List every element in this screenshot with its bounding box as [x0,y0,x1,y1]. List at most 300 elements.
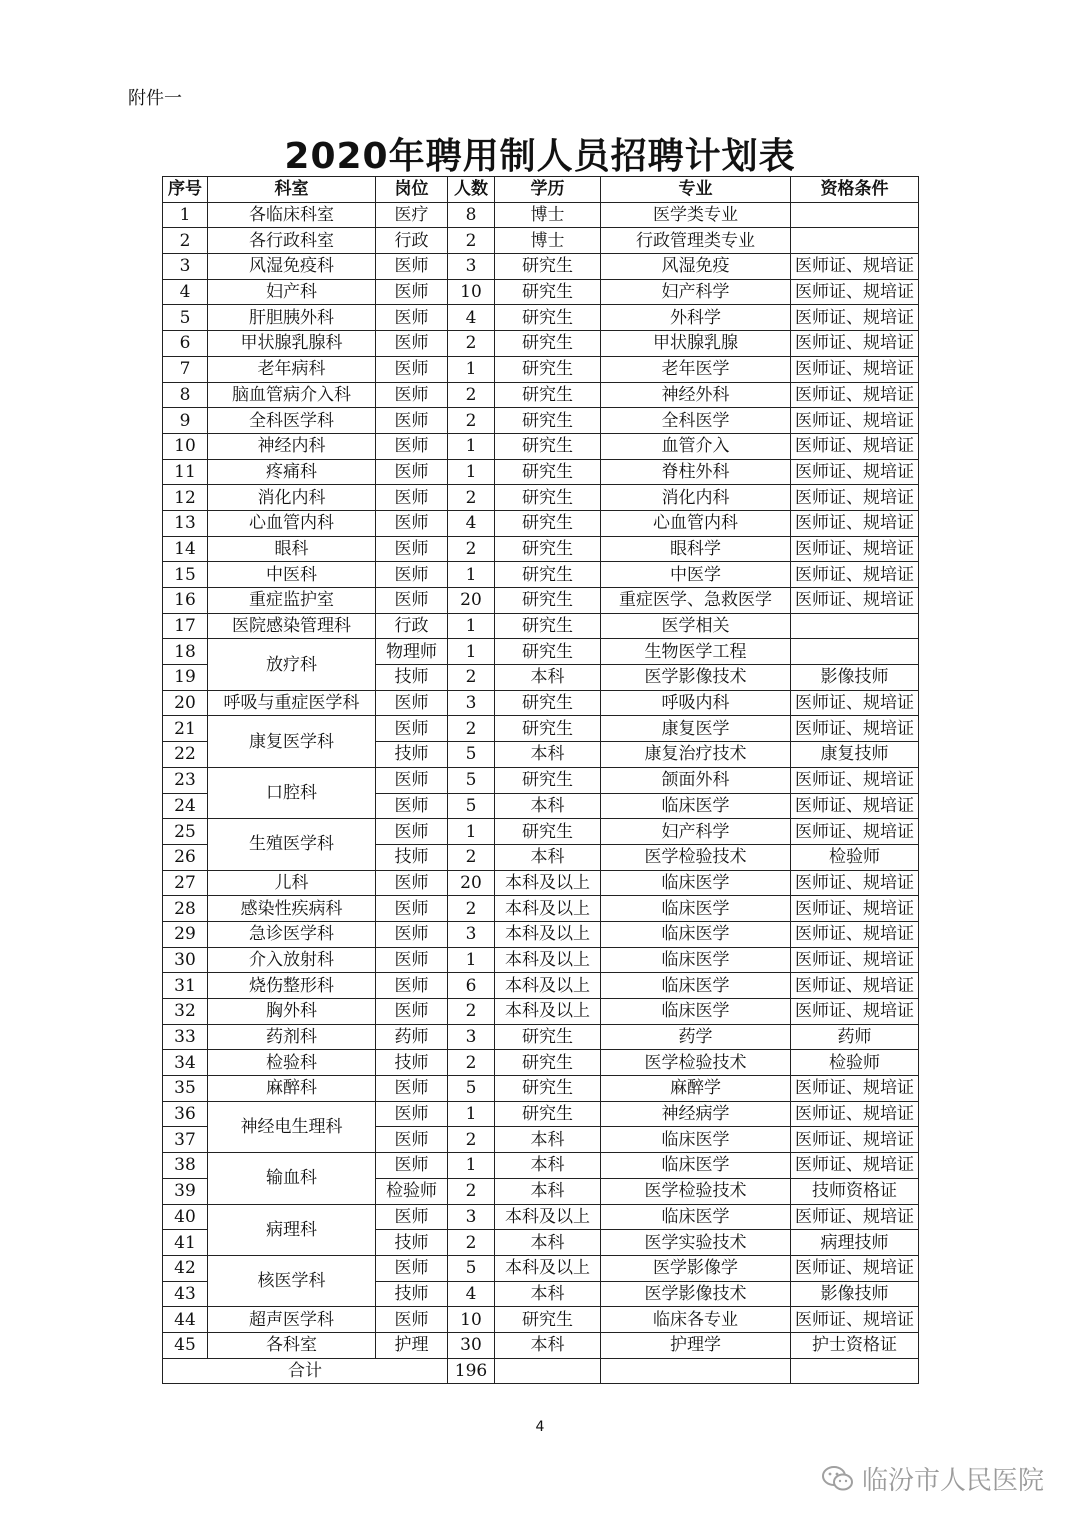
cell-qualification: 医师证、规培证 [791,1307,919,1333]
cell-index: 9 [163,408,208,434]
cell-qualification: 医师证、规培证 [791,1076,919,1102]
table-row [163,921,919,947]
col-header-qualification: 资格条件 [791,177,919,203]
cell-education: 本科及以上 [495,947,601,973]
cell-education: 博士 [495,202,601,228]
cell-position: 技师 [376,1230,448,1256]
cell-index: 15 [163,562,208,588]
cell-index: 3 [163,254,208,280]
cell-position: 医师 [376,459,448,485]
cell-qualification: 医师证、规培证 [791,459,919,485]
cell-count: 20 [448,588,495,614]
col-header-department: 科室 [208,177,376,203]
cell-major: 临床医学 [601,999,791,1025]
cell-major: 临床医学 [601,1127,791,1153]
cell-position: 医师 [376,1153,448,1179]
cell-department: 脑血管病介入科 [208,382,376,408]
cell-major: 老年医学 [601,356,791,382]
cell-position: 医师 [376,1101,448,1127]
cell-qualification: 医师证、规培证 [791,433,919,459]
cell-count: 2 [448,536,495,562]
cell-index: 33 [163,1024,208,1050]
cell-position: 医师 [376,588,448,614]
cell-position: 医师 [376,485,448,511]
table-row [163,433,919,459]
cell-index: 14 [163,536,208,562]
cell-count: 3 [448,921,495,947]
cell-education: 研究生 [495,408,601,434]
recruitment-plan-table [162,176,919,1384]
table-row [163,279,919,305]
table-total-row [163,1358,919,1384]
cell-position: 医师 [376,767,448,793]
cell-position: 医师 [376,690,448,716]
cell-education: 本科 [495,742,601,768]
cell-count: 2 [448,1127,495,1153]
cell-education: 本科及以上 [495,921,601,947]
cell-qualification: 康复技师 [791,742,919,768]
cell-index: 13 [163,510,208,536]
cell-education: 研究生 [495,1024,601,1050]
cell-count: 3 [448,690,495,716]
cell-qualification: 护士资格证 [791,1332,919,1358]
cell-department: 医院感染管理科 [208,613,376,639]
table-row [163,1332,919,1358]
table-row [163,408,919,434]
cell-major: 行政管理类专业 [601,228,791,254]
table-row [163,331,919,357]
cell-index: 17 [163,613,208,639]
cell-major: 麻醉学 [601,1076,791,1102]
cell-major: 临床医学 [601,973,791,999]
cell-qualification: 医师证、规培证 [791,896,919,922]
attachment-label: 附件一 [128,88,182,109]
cell-department: 各临床科室 [208,202,376,228]
cell-qualification: 医师证、规培证 [791,382,919,408]
cell-index: 8 [163,382,208,408]
cell-position: 医师 [376,510,448,536]
col-header-position: 岗位 [376,177,448,203]
cell-count: 10 [448,1307,495,1333]
cell-department: 感染性疾病科 [208,896,376,922]
cell-education: 本科 [495,1230,601,1256]
cell-major: 临床医学 [601,896,791,922]
col-header-education: 学历 [495,177,601,203]
cell-index: 30 [163,947,208,973]
cell-position: 医师 [376,1127,448,1153]
cell-qualification: 医师证、规培证 [791,536,919,562]
table-row [163,254,919,280]
cell-qualification: 医师证、规培证 [791,588,919,614]
cell-department: 超声医学科 [208,1307,376,1333]
cell-major: 甲状腺乳腺 [601,331,791,357]
cell-qualification: 医师证、规培证 [791,279,919,305]
cell-major: 生物医学工程 [601,639,791,665]
cell-department: 消化内科 [208,485,376,511]
table-row [163,356,919,382]
cell-index: 21 [163,716,208,742]
cell-major: 医学影像技术 [601,1281,791,1307]
cell-department: 口腔科 [208,767,376,818]
total-empty [495,1358,601,1384]
cell-count: 2 [448,844,495,870]
cell-major: 医学相关 [601,613,791,639]
cell-position: 检验师 [376,1178,448,1204]
cell-position: 医师 [376,1204,448,1230]
cell-education: 本科及以上 [495,1204,601,1230]
cell-index: 23 [163,767,208,793]
cell-index: 35 [163,1076,208,1102]
cell-count: 8 [448,202,495,228]
cell-position: 医师 [376,870,448,896]
table-row [163,1204,919,1230]
cell-count: 1 [448,613,495,639]
cell-education: 研究生 [495,510,601,536]
cell-count: 1 [448,1101,495,1127]
cell-department: 风湿免疫科 [208,254,376,280]
cell-position: 物理师 [376,639,448,665]
table-row [163,1101,919,1127]
cell-qualification: 医师证、规培证 [791,870,919,896]
cell-qualification: 病理技师 [791,1230,919,1256]
total-count: 196 [448,1358,495,1384]
cell-position: 行政 [376,613,448,639]
cell-count: 2 [448,1230,495,1256]
cell-education: 本科及以上 [495,999,601,1025]
cell-department: 生殖医学科 [208,819,376,870]
cell-department: 输血科 [208,1153,376,1204]
table-body [163,202,919,1384]
cell-index: 6 [163,331,208,357]
cell-index: 1 [163,202,208,228]
cell-education: 研究生 [495,639,601,665]
cell-education: 研究生 [495,1050,601,1076]
cell-qualification: 医师证、规培证 [791,1204,919,1230]
col-header-count: 人数 [448,177,495,203]
cell-department: 全科医学科 [208,408,376,434]
cell-major: 护理学 [601,1332,791,1358]
cell-position: 技师 [376,665,448,691]
table-row [163,510,919,536]
cell-qualification: 医师证、规培证 [791,254,919,280]
table-row [163,562,919,588]
cell-education: 研究生 [495,1307,601,1333]
cell-position: 医师 [376,947,448,973]
cell-qualification: 医师证、规培证 [791,331,919,357]
page-number: 4 [535,1419,545,1435]
table-row [163,767,919,793]
cell-education: 研究生 [495,331,601,357]
cell-education: 研究生 [495,279,601,305]
cell-education: 研究生 [495,254,601,280]
cell-position: 医师 [376,408,448,434]
cell-education: 研究生 [495,356,601,382]
cell-department: 放疗科 [208,639,376,690]
cell-position: 医师 [376,793,448,819]
cell-major: 医学检验技术 [601,1050,791,1076]
cell-department: 各行政科室 [208,228,376,254]
cell-major: 药学 [601,1024,791,1050]
table-row [163,588,919,614]
cell-count: 2 [448,1050,495,1076]
cell-position: 医师 [376,382,448,408]
table-row [163,819,919,845]
cell-index: 4 [163,279,208,305]
cell-major: 外科学 [601,305,791,331]
cell-education: 研究生 [495,588,601,614]
cell-education: 本科及以上 [495,973,601,999]
cell-index: 43 [163,1281,208,1307]
cell-qualification: 医师证、规培证 [791,767,919,793]
table-row [163,305,919,331]
cell-qualification: 医师证、规培证 [791,716,919,742]
table-row [163,228,919,254]
cell-qualification: 医师证、规培证 [791,1101,919,1127]
cell-position: 药师 [376,1024,448,1050]
cell-count: 1 [448,1153,495,1179]
cell-index: 2 [163,228,208,254]
cell-position: 医师 [376,921,448,947]
cell-index: 41 [163,1230,208,1256]
cell-position: 医师 [376,331,448,357]
cell-major: 医学影像技术 [601,665,791,691]
cell-index: 5 [163,305,208,331]
cell-education: 研究生 [495,485,601,511]
table-row [163,1307,919,1333]
cell-department: 检验科 [208,1050,376,1076]
cell-department: 核医学科 [208,1255,376,1306]
cell-qualification: 医师证、规培证 [791,1153,919,1179]
cell-index: 12 [163,485,208,511]
cell-position: 医师 [376,536,448,562]
cell-major: 眼科学 [601,536,791,562]
cell-education: 本科 [495,793,601,819]
cell-major: 妇产科学 [601,819,791,845]
cell-position: 医师 [376,1255,448,1281]
cell-major: 医学检验技术 [601,1178,791,1204]
table-row [163,716,919,742]
cell-major: 康复医学 [601,716,791,742]
cell-major: 临床医学 [601,1204,791,1230]
cell-position: 医师 [376,973,448,999]
cell-qualification: 医师证、规培证 [791,356,919,382]
table-row [163,896,919,922]
cell-department: 儿科 [208,870,376,896]
cell-count: 6 [448,973,495,999]
table-row [163,382,919,408]
cell-education: 本科及以上 [495,1255,601,1281]
watermark-text: 临汾市人民医院 [861,1466,1044,1496]
cell-qualification: 医师证、规培证 [791,947,919,973]
cell-position: 医师 [376,279,448,305]
cell-department: 康复医学科 [208,716,376,767]
cell-index: 10 [163,433,208,459]
cell-qualification: 药师 [791,1024,919,1050]
cell-major: 医学检验技术 [601,844,791,870]
cell-count: 5 [448,742,495,768]
cell-education: 研究生 [495,1076,601,1102]
cell-department: 重症监护室 [208,588,376,614]
cell-qualification: 检验师 [791,844,919,870]
cell-major: 中医学 [601,562,791,588]
cell-position: 医师 [376,305,448,331]
cell-education: 本科 [495,1178,601,1204]
cell-index: 38 [163,1153,208,1179]
table-row [163,1153,919,1179]
cell-index: 31 [163,973,208,999]
cell-index: 25 [163,819,208,845]
cell-education: 研究生 [495,433,601,459]
cell-department: 中医科 [208,562,376,588]
cell-index: 27 [163,870,208,896]
cell-qualification: 技师资格证 [791,1178,919,1204]
cell-count: 3 [448,1024,495,1050]
cell-index: 39 [163,1178,208,1204]
table-row [163,1024,919,1050]
cell-position: 医师 [376,254,448,280]
cell-count: 5 [448,1076,495,1102]
cell-count: 2 [448,896,495,922]
cell-count: 1 [448,947,495,973]
table-row [163,613,919,639]
table-row [163,1076,919,1102]
cell-department: 心血管内科 [208,510,376,536]
col-header-major: 专业 [601,177,791,203]
table-row [163,1050,919,1076]
total-empty [601,1358,791,1384]
cell-education: 研究生 [495,382,601,408]
total-empty [791,1358,919,1384]
cell-count: 4 [448,510,495,536]
cell-department: 急诊医学科 [208,921,376,947]
cell-major: 血管介入 [601,433,791,459]
total-label: 合计 [163,1358,448,1384]
cell-count: 4 [448,1281,495,1307]
cell-department: 胸外科 [208,999,376,1025]
cell-qualification: 医师证、规培证 [791,973,919,999]
cell-education: 本科及以上 [495,870,601,896]
cell-department: 药剂科 [208,1024,376,1050]
cell-major: 消化内科 [601,485,791,511]
cell-major: 神经病学 [601,1101,791,1127]
wechat-icon [822,1465,854,1493]
cell-education: 本科 [495,1332,601,1358]
cell-index: 26 [163,844,208,870]
cell-index: 11 [163,459,208,485]
cell-education: 研究生 [495,613,601,639]
cell-education: 研究生 [495,536,601,562]
cell-qualification [791,202,919,228]
cell-major: 神经外科 [601,382,791,408]
cell-count: 2 [448,665,495,691]
cell-qualification: 医师证、规培证 [791,819,919,845]
cell-major: 呼吸内科 [601,690,791,716]
cell-major: 脊柱外科 [601,459,791,485]
cell-position: 技师 [376,1281,448,1307]
cell-major: 临床医学 [601,870,791,896]
cell-education: 本科 [495,665,601,691]
cell-education: 研究生 [495,690,601,716]
table-row [163,690,919,716]
cell-position: 医师 [376,562,448,588]
cell-position: 技师 [376,844,448,870]
table-row [163,870,919,896]
table-row [163,485,919,511]
cell-department: 神经电生理科 [208,1101,376,1152]
cell-position: 行政 [376,228,448,254]
cell-position: 医师 [376,1076,448,1102]
cell-count: 5 [448,767,495,793]
cell-education: 本科 [495,1153,601,1179]
cell-department: 妇产科 [208,279,376,305]
cell-position: 医师 [376,433,448,459]
cell-count: 5 [448,1255,495,1281]
cell-qualification: 医师证、规培证 [791,921,919,947]
cell-department: 介入放射科 [208,947,376,973]
table-row [163,973,919,999]
cell-count: 4 [448,305,495,331]
cell-qualification: 医师证、规培证 [791,562,919,588]
cell-department: 神经内科 [208,433,376,459]
cell-index: 18 [163,639,208,665]
cell-qualification: 医师证、规培证 [791,510,919,536]
cell-count: 2 [448,999,495,1025]
cell-count: 2 [448,485,495,511]
cell-count: 10 [448,279,495,305]
cell-department: 烧伤整形科 [208,973,376,999]
cell-qualification: 医师证、规培证 [791,999,919,1025]
cell-department: 甲状腺乳腺科 [208,331,376,357]
cell-count: 30 [448,1332,495,1358]
cell-department: 病理科 [208,1204,376,1255]
cell-department: 老年病科 [208,356,376,382]
cell-count: 20 [448,870,495,896]
cell-qualification: 医师证、规培证 [791,690,919,716]
cell-education: 研究生 [495,819,601,845]
cell-department: 各科室 [208,1332,376,1358]
cell-position: 医师 [376,896,448,922]
cell-qualification: 医师证、规培证 [791,408,919,434]
cell-index: 28 [163,896,208,922]
cell-major: 风湿免疫 [601,254,791,280]
cell-qualification: 医师证、规培证 [791,305,919,331]
cell-qualification: 影像技师 [791,1281,919,1307]
cell-department: 疼痛科 [208,459,376,485]
cell-education: 研究生 [495,767,601,793]
cell-index: 24 [163,793,208,819]
cell-position: 医师 [376,716,448,742]
cell-count: 3 [448,254,495,280]
cell-position: 技师 [376,742,448,768]
cell-qualification: 医师证、规培证 [791,485,919,511]
table-row [163,459,919,485]
table-header-row [163,177,919,203]
cell-count: 2 [448,331,495,357]
cell-index: 34 [163,1050,208,1076]
cell-position: 医师 [376,356,448,382]
cell-education: 本科 [495,844,601,870]
cell-major: 临床医学 [601,1153,791,1179]
cell-count: 3 [448,1204,495,1230]
cell-major: 全科医学 [601,408,791,434]
cell-index: 16 [163,588,208,614]
cell-count: 5 [448,793,495,819]
cell-education: 研究生 [495,1101,601,1127]
cell-major: 临床各专业 [601,1307,791,1333]
cell-qualification [791,613,919,639]
cell-department: 呼吸与重症医学科 [208,690,376,716]
cell-position: 医师 [376,1307,448,1333]
